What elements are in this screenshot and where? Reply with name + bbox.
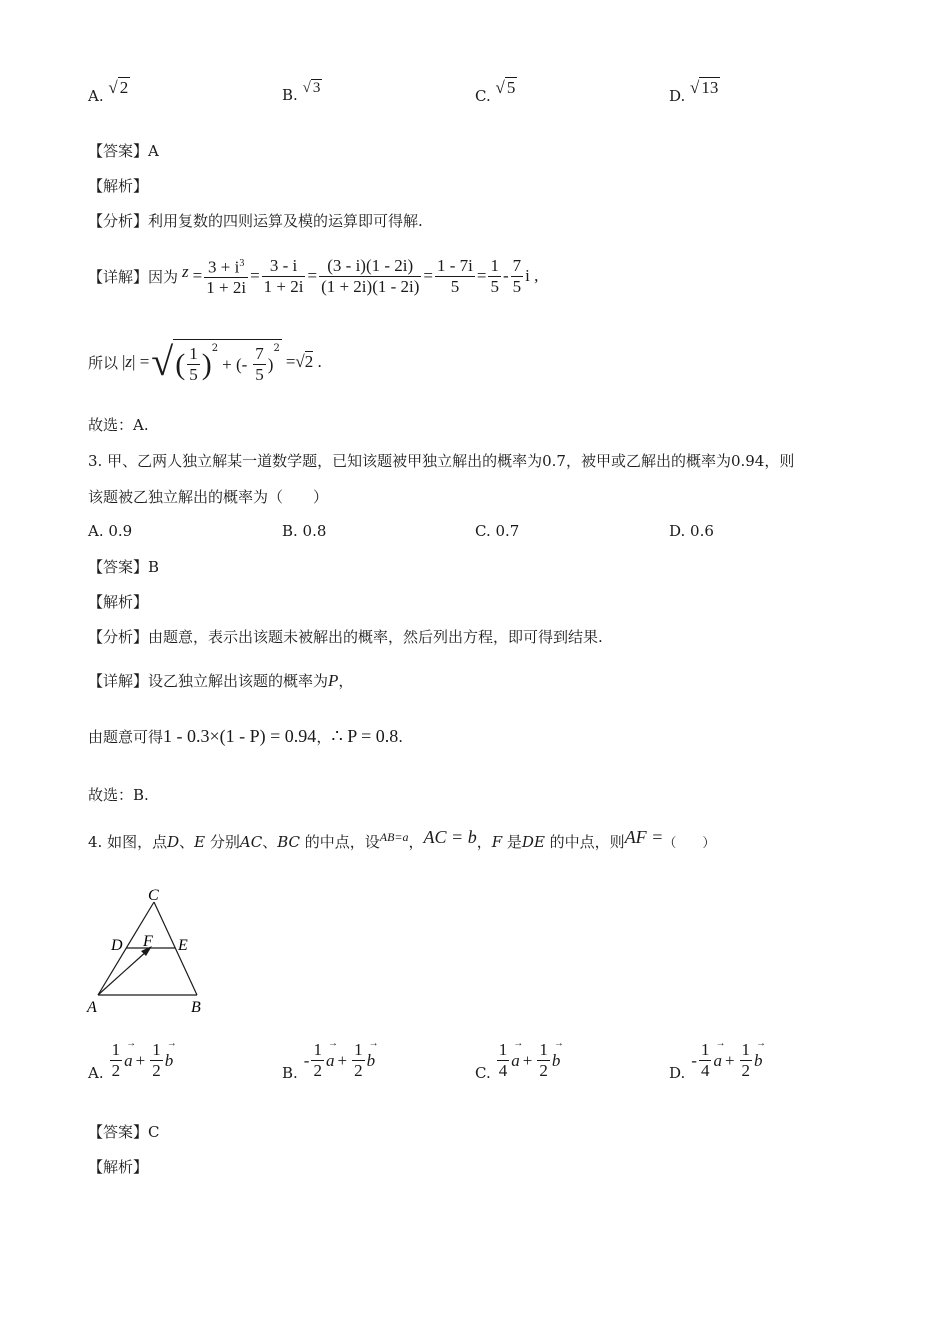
option-label: B.: [282, 1063, 298, 1082]
q2-answer: [88, 141, 159, 161]
coef-den: 2: [313, 1061, 322, 1080]
vector-af: [98, 950, 148, 995]
label-a: A: [87, 999, 97, 1016]
stem-text: 的中点，则: [544, 833, 625, 851]
q4-analysis-heading: [88, 1157, 148, 1177]
segment-ac: AC: [239, 833, 263, 851]
q2-option-b: [282, 80, 322, 105]
coef-den: 2: [354, 1061, 363, 1080]
variable-p: P: [328, 671, 339, 690]
plus: +: [135, 1050, 146, 1070]
plus: +: [337, 1050, 348, 1070]
q2-option-c: [475, 78, 517, 106]
option-label: B.: [282, 86, 298, 104]
point-d: D: [167, 833, 180, 851]
q4-option-b: [282, 1040, 375, 1081]
q3-fenxi: [88, 627, 603, 647]
coef-num: 1: [741, 1040, 751, 1059]
stem-text: 4. 如图，点: [88, 833, 168, 851]
label-f: F: [143, 933, 153, 950]
stem-text: 的中点，设: [299, 833, 380, 851]
q3-option-a: A. 0.9: [88, 522, 133, 540]
radicand: 5: [506, 78, 516, 97]
q4-option-c: [475, 1040, 560, 1081]
coef-den: 2: [741, 1061, 751, 1080]
fenxi-text: 利用复数的四则运算及模的运算即可得解.: [148, 212, 423, 230]
q3-answer: [88, 557, 159, 577]
equation: 1 - 0.3×(1 - P) = 0.94: [163, 726, 317, 746]
radical-body: ( $\frac{1}{5}$ ) $^2$ + (- $\frac{7}{5}$ ) $^2$: [173, 339, 282, 385]
segment-de: DE: [521, 833, 545, 851]
stem-text: 分别: [205, 833, 240, 851]
q2-option-d: [669, 78, 720, 106]
stem-text: 是: [502, 833, 522, 851]
option-label: D.: [669, 87, 686, 105]
fraction-3: $\frac{(3 - i)(1 - 2i)}{(1 + 2i)(1 - 2i)}$: [321, 255, 420, 296]
sign: -: [691, 1050, 697, 1070]
q2-fenxi: [88, 211, 423, 231]
so-prefix: 所以: [88, 353, 119, 372]
label-e: E: [178, 937, 188, 954]
fraction-5: $\frac{1}{5}$: [490, 255, 499, 296]
vector-a: → a: [511, 1051, 520, 1071]
vector-b: → b: [754, 1051, 763, 1071]
vector-af: AF =: [624, 827, 664, 847]
fenxi-text: 由题意，表示出该题未被解出的概率，然后列出方程，即可得到结果.: [148, 628, 603, 646]
stem-paren: （ ）: [663, 836, 716, 851]
coef-den: 4: [498, 1061, 508, 1080]
xiangjie-tag: 【详解】: [88, 267, 149, 286]
label-b: B: [191, 999, 201, 1016]
coef-den: 2: [539, 1061, 548, 1080]
analysis-tag: 【解析】: [88, 177, 149, 195]
answer-value: B: [148, 558, 160, 576]
coef-num: 1: [111, 1040, 121, 1059]
radicand: 3: [312, 80, 321, 96]
option-label: C.: [475, 87, 491, 105]
coef-den: 2: [152, 1061, 161, 1080]
stem-text: 、: [179, 833, 195, 851]
q3-equation-line: 由题意可得1 - 0.3×(1 - P) = 0.94，∴ P = 0.8.: [88, 726, 404, 746]
fenxi-tag: 【分析】: [88, 628, 149, 646]
sqrt-expression: √ 2: [108, 78, 129, 97]
q2-analysis-heading: [88, 176, 148, 196]
label-d: D: [111, 937, 123, 954]
q2-option-a: [88, 78, 130, 106]
option-label: A.: [88, 1063, 104, 1082]
coef-num: 1: [539, 1040, 548, 1059]
point-e: E: [194, 833, 206, 851]
vector-ac-eq: AC = b: [423, 827, 477, 847]
segment-bc: BC: [277, 833, 300, 851]
q3-xiangjie: 【详解】设乙独立解出该题的概率为P，: [88, 671, 354, 690]
analysis-tag: 【解析】: [88, 1158, 149, 1176]
fenxi-tag: 【分析】: [88, 212, 149, 230]
q3-stem-line1: 3. 甲、乙两人独立解某一道数学题，已知该题被甲独立解出的概率为0.7，被甲或乙解出的概率为0.94，则: [88, 452, 795, 470]
fraction-2: $\frac{3 - i}{1 + 2i}$: [263, 255, 304, 296]
stem-text: ，: [476, 833, 492, 851]
stem-text: 、: [262, 833, 278, 851]
sign: -: [303, 1050, 310, 1070]
vector-ab-eq: AB=a: [379, 830, 409, 844]
sqrt-expression: √ 3: [302, 80, 321, 96]
stem-text: ，: [408, 833, 424, 851]
q3-stem-line2: 该题被乙独立解出的概率为（ ）: [88, 488, 329, 506]
point-f: F: [491, 833, 503, 851]
q3-conclusion: 故选：B.: [88, 786, 149, 804]
vector-b: → b: [552, 1051, 561, 1071]
fraction-6: $\frac{7}{5}$: [512, 255, 522, 296]
analysis-tag: 【解析】: [88, 593, 149, 611]
coef-num: 1: [498, 1040, 508, 1059]
triangle-figure: [84, 880, 214, 1020]
fraction-1: $\frac{3 + i^3}{1 + 2i}$: [204, 254, 248, 299]
coef-num: 1: [354, 1040, 363, 1059]
vector-b: → b: [165, 1051, 174, 1071]
option-label: D.: [669, 1063, 686, 1082]
vector-b: → b: [367, 1051, 376, 1071]
q2-xiangjie: 【详解】 因为 z = $\frac{3 + i^3}{1 + 2i}$ = $\frac{3 - i}{1 + 2i}$ = $\frac{(3 - i)(1 - 2i)}{(1 + 2i)(1 - 2i)}$ = $\frac{1 - 7i}{5}$ = $\frac{1}{5}$ - $\frac{7}{5}$ i ,: [88, 255, 539, 298]
sqrt-expression: √ 13: [690, 78, 719, 97]
q4-stem: [88, 827, 716, 854]
coef-den: 2: [111, 1061, 121, 1080]
plus: +: [522, 1050, 533, 1070]
answer-value: C: [148, 1123, 160, 1141]
q3-option-b: B. 0.8: [282, 522, 327, 540]
coef-num: 1: [700, 1040, 710, 1059]
q3-option-d: D. 0.6: [669, 522, 714, 540]
answer-tag: 【答案】: [88, 142, 149, 160]
coef-num: 1: [313, 1040, 322, 1059]
answer-tag: 【答案】: [88, 558, 149, 576]
coef-num: 1: [152, 1040, 161, 1059]
q3-analysis-heading: [88, 592, 148, 612]
label-c: C: [148, 887, 159, 904]
xiangjie-text: 设乙独立解出该题的概率为: [148, 672, 329, 690]
therefore: ∴ P = 0.8: [331, 726, 399, 746]
option-label: C.: [475, 1063, 491, 1082]
q3-option-c: C. 0.7: [475, 522, 520, 540]
radicand: 2: [119, 78, 129, 97]
q2-conclusion: 故选：A.: [88, 416, 149, 434]
q4-answer: [88, 1122, 160, 1142]
vector-a: → a: [713, 1051, 722, 1071]
vector-a: → a: [326, 1051, 335, 1071]
q4-option-d: [669, 1040, 763, 1081]
xiangjie-prefix: 因为: [148, 267, 179, 286]
vector-a: → a: [124, 1051, 133, 1071]
q2-modulus: 所以 |z| = √ ( $\frac{1}{5}$ ) $^2$ + (- $\frac{7}{5}$ ) $^2$ =√2 .: [88, 339, 322, 384]
eq-prefix: 由题意可得: [88, 728, 164, 746]
plus: +: [724, 1050, 735, 1070]
answer-tag: 【答案】: [88, 1123, 149, 1141]
answer-value: A: [148, 142, 159, 160]
xiangjie-tag: 【详解】: [88, 672, 149, 690]
q4-option-a: [88, 1040, 173, 1081]
coef-den: 4: [700, 1061, 710, 1080]
sqrt-expression: √ 5: [495, 78, 516, 97]
radicand: 13: [701, 78, 719, 97]
option-label: A.: [88, 87, 104, 105]
fraction-4: $\frac{1 - 7i}{5}$: [437, 255, 473, 296]
